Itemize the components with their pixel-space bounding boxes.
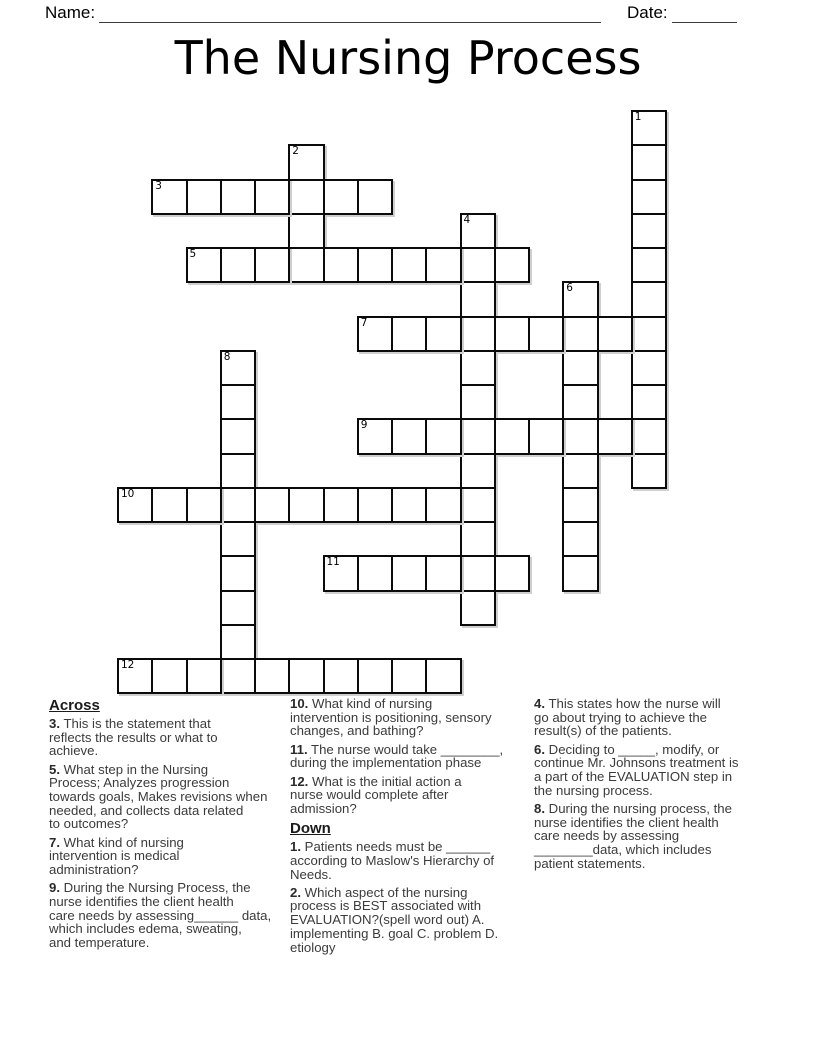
grid-cell[interactable] [220, 487, 256, 523]
grid-cell[interactable] [425, 487, 461, 523]
grid-cell[interactable] [460, 590, 496, 626]
clue-column-right [534, 697, 772, 875]
grid-cell[interactable] [460, 316, 496, 352]
clue-text-line: according to Maslow's Hierarchy of [290, 852, 495, 868]
grid-cell[interactable] [425, 418, 461, 454]
grid-cell[interactable] [460, 247, 496, 283]
clue-number: 5. [49, 761, 60, 777]
grid-cell[interactable] [357, 418, 393, 454]
clue-number-label: 8 [223, 350, 231, 363]
clue-text: What kind of nursing [312, 696, 433, 711]
grid-cell[interactable] [323, 487, 359, 523]
grid-cell[interactable] [631, 213, 667, 249]
grid-cell[interactable] [288, 247, 324, 283]
grid-cell[interactable] [220, 350, 256, 386]
clue-number-label: 1 [634, 111, 642, 123]
grid-cell[interactable] [186, 247, 222, 283]
grid-cell[interactable] [460, 281, 496, 317]
clue-number: 6. [534, 741, 545, 757]
clue-text-line: go about trying to achieve the [534, 709, 708, 725]
grid-cell[interactable] [460, 453, 496, 489]
clue-item [534, 802, 772, 871]
name-label: Name: [45, 3, 96, 22]
clue-text-line: Needs. [290, 866, 332, 882]
clue-item [534, 697, 772, 738]
grid-cell[interactable] [631, 384, 667, 420]
clue-text: What step in the Nursing [63, 761, 209, 777]
date-label: Date: [627, 3, 668, 22]
clue-text-line: care needs by assessing______ data, [49, 907, 272, 923]
clue-text: Patients needs must be ______ [304, 839, 491, 855]
grid-cell[interactable] [460, 418, 496, 454]
grid-cell[interactable] [425, 316, 461, 352]
clue-text-line [290, 840, 534, 854]
grid-cell[interactable] [425, 247, 461, 283]
clue-text-line: needed, and collects data related [49, 802, 244, 818]
grid-cell[interactable] [425, 555, 461, 591]
grid-cell[interactable] [288, 213, 324, 249]
clue-number: 12. [290, 773, 309, 789]
clue-text-line: admission? [290, 800, 357, 816]
grid-cell[interactable] [151, 487, 187, 523]
clue-text-line: administration? [49, 862, 139, 878]
clue-text-line: achieve. [49, 743, 99, 759]
clue-heading-across: Across [49, 697, 100, 714]
clue-text-line [290, 697, 534, 711]
clue-text-line: patient statements. [534, 855, 646, 871]
grid-cell[interactable] [151, 658, 187, 694]
clue-text: What kind of nursing [63, 834, 184, 850]
grid-cell[interactable] [597, 418, 633, 454]
grid-cell[interactable] [562, 316, 598, 352]
grid-cell[interactable] [391, 316, 427, 352]
grid-cell[interactable] [631, 179, 667, 215]
clue-number: 11. [290, 741, 308, 757]
grid-cell[interactable] [288, 179, 324, 215]
clue-text: Deciding to _____, modify, or [548, 741, 720, 757]
clue-text-line: etiology [290, 939, 336, 955]
grid-cell[interactable] [562, 350, 598, 386]
clue-number-label: 11 [326, 556, 340, 569]
grid-cell[interactable] [631, 316, 667, 352]
clue-number-label: 9 [360, 419, 368, 432]
grid-cell[interactable] [323, 555, 359, 591]
clue-text-line: reflects the results or what to [49, 729, 218, 745]
clue-text-line [49, 881, 287, 895]
grid-cell[interactable] [220, 521, 256, 557]
clue-column-left [49, 697, 287, 954]
grid-cell[interactable] [631, 247, 667, 283]
grid-cell[interactable] [151, 179, 187, 215]
grid-cell[interactable] [460, 384, 496, 420]
grid-cell[interactable] [494, 247, 530, 283]
grid-cell[interactable] [528, 418, 564, 454]
clue-number: 2. [290, 884, 301, 900]
grid-cell[interactable] [391, 418, 427, 454]
grid-cell[interactable] [186, 487, 222, 523]
grid-cell[interactable] [391, 247, 427, 283]
clue-text-line: the nursing process. [534, 782, 653, 798]
clue-number-label: 2 [292, 145, 299, 158]
grid-cell[interactable] [254, 179, 290, 215]
clue-text-line: nurse identifies the client health [49, 893, 234, 909]
clue-text-line [534, 743, 772, 757]
clue-text-line: ________data, which includes [534, 842, 712, 858]
grid-cell[interactable] [357, 316, 393, 352]
clue-item [290, 775, 534, 816]
grid-cell[interactable] [220, 590, 256, 626]
clue-number-label: 12 [121, 659, 135, 671]
grid-cell[interactable] [220, 384, 256, 420]
clue-text-line: to outcomes? [49, 816, 129, 832]
clue-number-label: 10 [121, 487, 135, 500]
clue-text: The nurse would take ________, [311, 741, 504, 757]
clue-text: During the Nursing Process, the [63, 880, 251, 896]
clue-text-line [290, 743, 534, 757]
grid-cell[interactable] [631, 144, 667, 180]
clue-number-label: 5 [189, 248, 197, 260]
clue-text-line [290, 775, 534, 789]
grid-cell[interactable] [494, 418, 530, 454]
grid-cell[interactable] [460, 350, 496, 386]
grid-cell[interactable] [391, 555, 427, 591]
clue-text-line: nurse would complete after [290, 787, 449, 803]
clue-item [290, 886, 534, 955]
grid-cell[interactable] [220, 453, 256, 489]
clue-text-line: nurse identifies the client health [534, 814, 719, 830]
grid-cell[interactable] [631, 453, 667, 489]
clue-text: What is the initial action a [312, 773, 462, 789]
grid-cell[interactable] [323, 179, 359, 215]
clue-number: 7. [49, 834, 60, 850]
clue-number: 1. [290, 839, 301, 855]
grid-cell[interactable] [528, 316, 564, 352]
clue-text-line [49, 763, 287, 777]
clue-text-line: implementing B. goal C. problem D. [290, 925, 499, 941]
grid-cell[interactable] [254, 247, 290, 283]
grid-cell[interactable] [357, 555, 393, 591]
clue-text-line: continue Mr. Johnsons treatment is [534, 755, 739, 771]
grid-cell[interactable] [288, 144, 324, 180]
grid-cell[interactable] [494, 316, 530, 352]
grid-cell[interactable] [117, 487, 153, 523]
grid-cell[interactable] [220, 658, 256, 694]
grid-cell[interactable] [357, 179, 393, 215]
grid-cell[interactable] [357, 487, 393, 523]
clue-number: 8. [534, 800, 545, 816]
grid-cell[interactable] [117, 658, 153, 694]
clue-number-label: 4 [463, 213, 471, 226]
clue-text: During the nursing process, the [548, 800, 732, 816]
grid-cell[interactable] [562, 418, 598, 454]
clue-text-line [49, 717, 287, 731]
clue-heading-down: Down [290, 820, 331, 838]
grid-cell[interactable] [494, 555, 530, 591]
grid-cell[interactable] [460, 213, 496, 249]
clue-text-line: changes, and bathing? [290, 723, 424, 739]
clue-number: 9. [49, 880, 60, 896]
grid-cell[interactable] [562, 521, 598, 557]
clue-text-line: during the implementation phase [290, 755, 482, 771]
clue-column-middle [290, 697, 534, 959]
grid-cell[interactable] [631, 350, 667, 386]
grid-cell[interactable] [460, 487, 496, 523]
grid-cell[interactable] [288, 658, 324, 694]
grid-cell[interactable] [323, 658, 359, 694]
clue-text-line: care needs by assessing [534, 828, 680, 844]
grid-cell[interactable] [220, 179, 256, 215]
clue-text: Which aspect of the nursing [304, 884, 468, 900]
grid-cell[interactable] [186, 658, 222, 694]
grid-cell[interactable] [391, 487, 427, 523]
grid-cell[interactable] [562, 384, 598, 420]
clue-text-line: and temperature. [49, 935, 150, 951]
grid-cell[interactable] [425, 658, 461, 694]
grid-cell[interactable] [562, 453, 598, 489]
clue-text: This is the statement that [63, 716, 211, 731]
clue-text-line: intervention is medical [49, 848, 180, 864]
clue-text-line: intervention is positioning, sensory [290, 709, 492, 725]
grid-cell[interactable] [254, 658, 290, 694]
clue-text-line: a part of the EVALUATION step in [534, 769, 733, 785]
grid-cell[interactable] [357, 658, 393, 694]
clue-text-line [49, 836, 287, 850]
clue-number-label: 7 [360, 316, 368, 329]
clue-text-line: which includes edema, sweating, [49, 921, 242, 937]
clue-item [534, 743, 772, 798]
clue-text-line [534, 697, 772, 711]
grid-cell[interactable] [220, 624, 256, 660]
clue-text-line: Process; Analyzes progression [49, 775, 230, 791]
clue-item [290, 743, 534, 770]
grid-cell[interactable] [254, 487, 290, 523]
grid-cell[interactable] [597, 316, 633, 352]
clue-text: This states how the nurse will [548, 696, 721, 711]
clue-text-line [290, 886, 534, 900]
grid-cell[interactable] [562, 555, 598, 591]
grid-cell[interactable] [220, 555, 256, 591]
clue-number-label: 6 [566, 282, 573, 295]
grid-cell[interactable] [357, 247, 393, 283]
clue-text-line [534, 802, 772, 816]
grid-cell[interactable] [288, 487, 324, 523]
clue-item [49, 881, 287, 950]
clue-item [290, 840, 534, 881]
grid-cell[interactable] [391, 658, 427, 694]
clue-text-line: EVALUATION?(spell word out) A. [290, 912, 485, 928]
clue-number-label: 3 [155, 179, 162, 192]
grid-cell[interactable] [220, 418, 256, 454]
grid-cell[interactable] [186, 179, 222, 215]
clue-item [290, 697, 534, 738]
grid-cell[interactable] [631, 110, 667, 146]
clue-item [49, 763, 287, 832]
clue-number: 10. [290, 696, 309, 711]
clue-text-line: towards goals, Makes revisions when [49, 789, 268, 805]
clue-number: 3. [49, 716, 60, 731]
grid-cell[interactable] [323, 247, 359, 283]
clue-number: 4. [534, 696, 545, 711]
clue-item [49, 836, 287, 877]
clue-text-line: process is BEST associated with [290, 898, 482, 914]
grid-cell[interactable] [460, 521, 496, 557]
grid-cell[interactable] [220, 247, 256, 283]
grid-cell[interactable] [631, 418, 667, 454]
grid-cell[interactable] [562, 487, 598, 523]
grid-cell[interactable] [631, 281, 667, 317]
page-title: The Nursing Process [174, 31, 642, 85]
clue-text-line: result(s) of the patients. [534, 723, 672, 739]
clue-item [49, 717, 287, 758]
grid-cell[interactable] [562, 281, 598, 317]
grid-cell[interactable] [460, 555, 496, 591]
